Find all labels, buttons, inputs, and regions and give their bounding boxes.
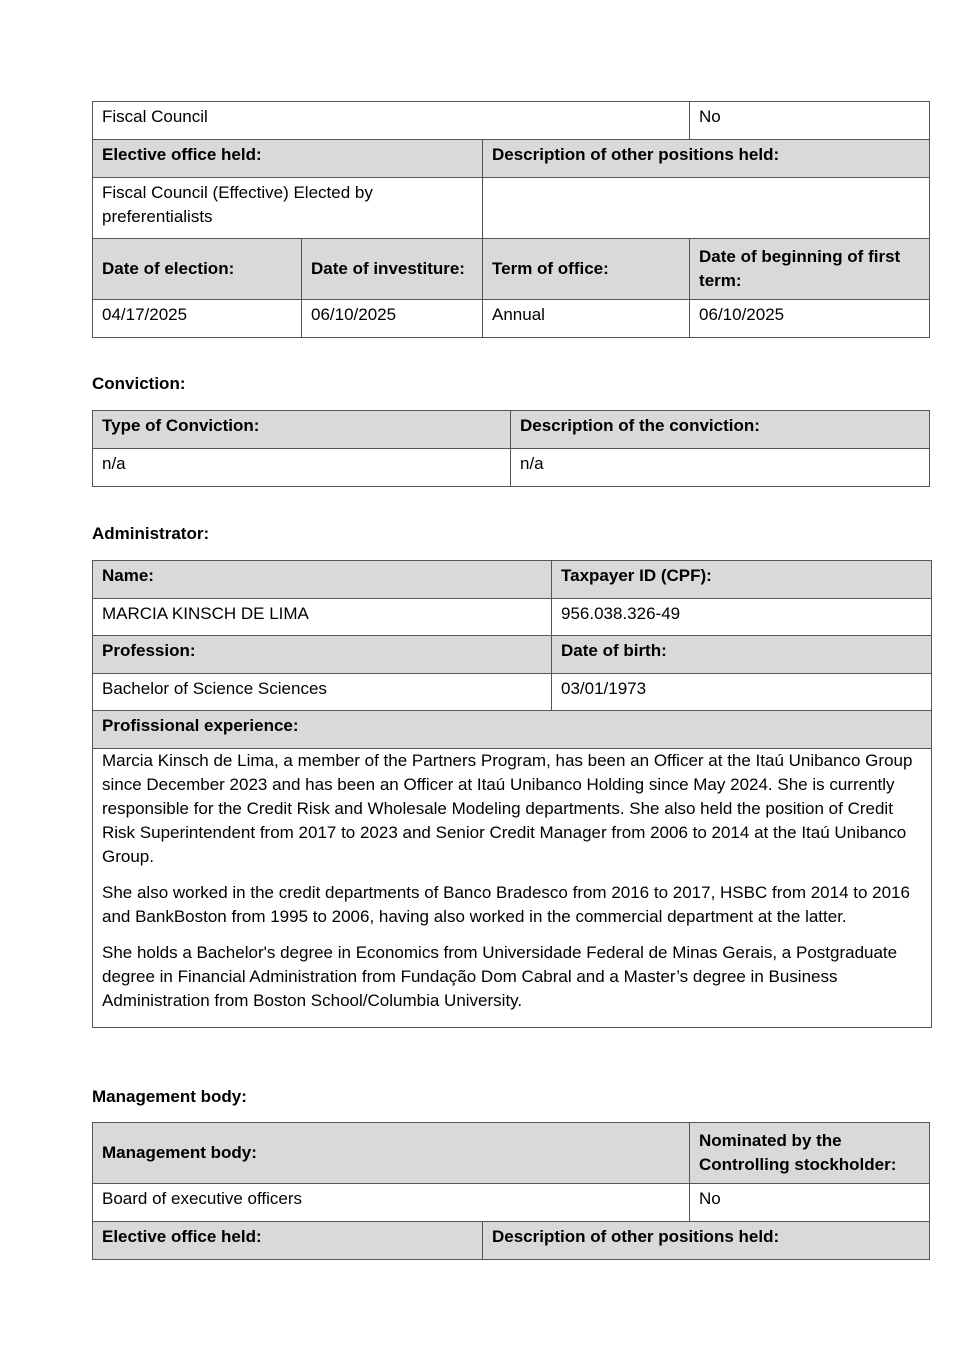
other-positions-value [483, 178, 930, 239]
conviction-type-value: n/a [93, 449, 511, 487]
elective-office-value: Fiscal Council (Effective) Elected by preferentialists [93, 178, 483, 239]
date-of-birth-value: 03/01/1973 [552, 674, 932, 711]
experience-text [93, 749, 932, 1028]
administrator-table [92, 560, 932, 1028]
management-body-heading: Management body: [92, 1087, 247, 1106]
name-label: Name: [93, 561, 552, 599]
date-of-investiture-label: Date of investiture: [302, 239, 483, 300]
date-of-election-value: 04/17/2025 [93, 300, 302, 338]
name-value: MARCIA KINSCH DE LIMA [93, 599, 552, 636]
term-of-office-value: Annual [483, 300, 690, 338]
term-of-office-label: Term of office: [483, 239, 690, 300]
conviction-type-label: Type of Conviction: [93, 411, 511, 449]
nominated-label: Nominated by the Controlling stockholder: [690, 1123, 930, 1184]
management-body-label: Management body: [93, 1123, 690, 1184]
experience-paragraph: Marcia Kinsch de Lima, a member of the Partners Program, has been an Officer at the Itaú Unibanco Group since December 2023 and has been an Officer at Itaú Unibanco Holding since May 2024. She is currently responsible for the Credit Risk and Wholesale Modeling departments. She also held the position of Credit Risk Superintendent from 2017 to 2023 and Senior Credit Manager from 2006 to 2014 at the Itaú Unibanco Group. [102, 751, 913, 866]
date-of-election-label: Date of election: [93, 239, 302, 300]
cpf-value: 956.038.326-49 [552, 599, 932, 636]
other-positions-label: Description of other positions held: [483, 1222, 930, 1260]
management-body-value: Fiscal Council [93, 102, 690, 140]
elective-office-label: Elective office held: [93, 140, 483, 178]
nominated-value: No [690, 102, 930, 140]
cpf-label: Taxpayer ID (CPF): [552, 561, 932, 599]
profession-label: Profession: [93, 636, 552, 674]
nominated-value: No [690, 1184, 930, 1222]
conviction-description-label: Description of the conviction: [511, 411, 930, 449]
profession-value: Bachelor of Science Sciences [93, 674, 552, 711]
fiscal-council-table [92, 101, 930, 338]
conviction-table [92, 410, 930, 487]
experience-label: Profissional experience: [93, 711, 932, 749]
experience-paragraph: She also worked in the credit departments of Banco Bradesco from 2016 to 2017, HSBC from 2014 to 2016 and BankBoston from 1995 to 2006, having also worked in the commercial department at the latter. [102, 883, 910, 926]
administrator-heading: Administrator: [92, 524, 210, 543]
management-body-table [92, 1122, 930, 1260]
elective-office-label: Elective office held: [93, 1222, 483, 1260]
first-term-date-label: Date of beginning of first term: [690, 239, 930, 300]
date-of-birth-label: Date of birth: [552, 636, 932, 674]
conviction-heading: Conviction: [92, 374, 186, 393]
date-of-investiture-value: 06/10/2025 [302, 300, 483, 338]
first-term-date-value: 06/10/2025 [690, 300, 930, 338]
management-body-value: Board of executive officers [93, 1184, 690, 1222]
conviction-description-value: n/a [511, 449, 930, 487]
other-positions-label: Description of other positions held: [483, 140, 930, 178]
experience-paragraph: She holds a Bachelor's degree in Economics from Universidade Federal de Minas Gerais, a Postgraduate degree in Financial Administration from Fundação Dom Cabral and a Master’s degree in Business Administration from Boston School/Columbia University. [102, 943, 898, 1010]
